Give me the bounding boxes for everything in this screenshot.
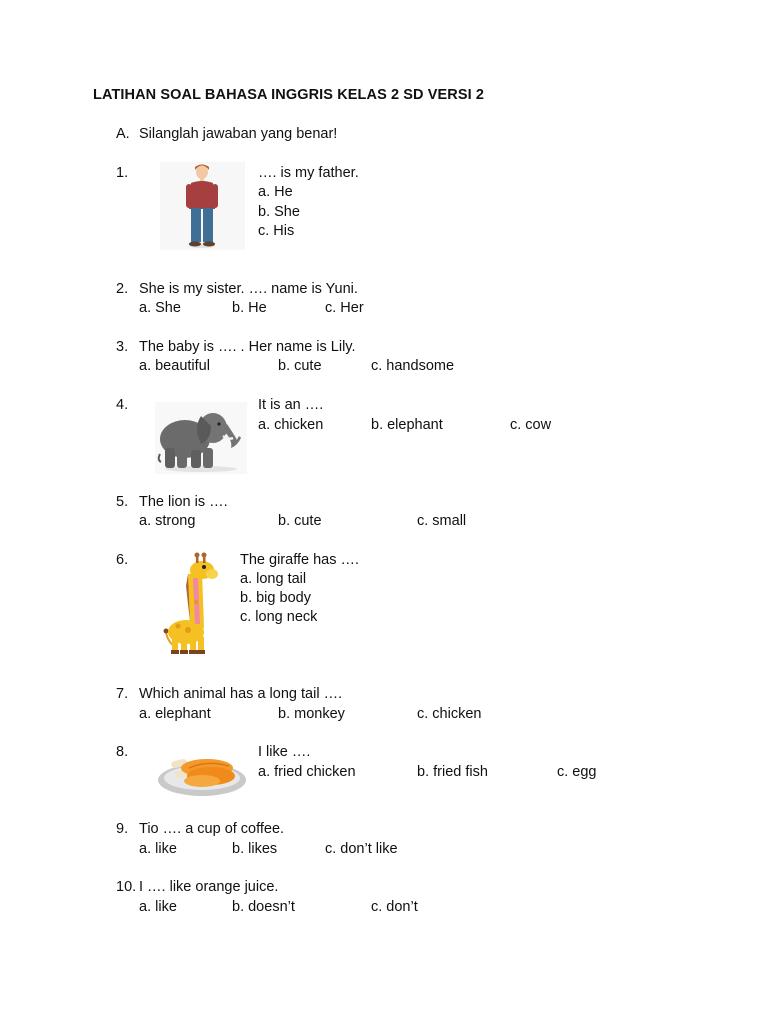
question-number: 1.	[116, 165, 129, 181]
question-number: 6.	[116, 552, 129, 568]
question-text: Which animal has a long tail ….	[139, 686, 343, 702]
section-instruction: Silanglah jawaban yang benar!	[139, 126, 338, 142]
question-text: …. is my father.	[258, 165, 359, 181]
option[interactable]: a. beautiful	[139, 358, 210, 374]
option[interactable]: c. small	[417, 513, 467, 529]
question-number: 4.	[116, 397, 129, 413]
option[interactable]: b. cute	[278, 513, 322, 529]
option[interactable]: a. fried chicken	[258, 764, 356, 780]
question-number: 3.	[116, 339, 129, 355]
option[interactable]: a. like	[139, 841, 177, 857]
option[interactable]: a. like	[139, 899, 177, 915]
option[interactable]: c. His	[258, 223, 295, 239]
question-text: It is an ….	[258, 397, 324, 413]
option[interactable]: b. cute	[278, 358, 322, 374]
option[interactable]: a. chicken	[258, 417, 324, 433]
question-number: 7.	[116, 686, 129, 702]
question-number: 9.	[116, 821, 129, 837]
question-text: Tio …. a cup of coffee.	[139, 821, 285, 837]
option[interactable]: b. likes	[232, 841, 278, 857]
question-number: 5.	[116, 494, 129, 510]
option[interactable]: c. don’t	[371, 899, 418, 915]
option[interactable]: c. Her	[325, 300, 364, 316]
option[interactable]: c. don’t like	[325, 841, 398, 857]
question-number: 10.	[116, 879, 137, 895]
question-text: I …. like orange juice.	[139, 879, 279, 895]
option[interactable]: b. big body	[240, 590, 311, 606]
question-text: The lion is ….	[139, 494, 228, 510]
option[interactable]: b. fried fish	[417, 764, 488, 780]
option[interactable]: a. elephant	[139, 706, 211, 722]
option[interactable]: c. long neck	[240, 609, 318, 625]
fried-chicken-plate-image	[157, 748, 247, 798]
option[interactable]: a. She	[139, 300, 181, 316]
option[interactable]: c. egg	[557, 764, 597, 780]
question-text: The giraffe has ….	[240, 552, 360, 568]
question-text: The baby is …. . Her name is Lily.	[139, 339, 356, 355]
option[interactable]: b. monkey	[278, 706, 345, 722]
question-number: 8.	[116, 744, 129, 760]
question-number: 2.	[116, 281, 129, 297]
elephant-image	[155, 402, 247, 474]
option[interactable]: b. elephant	[371, 417, 443, 433]
option[interactable]: c. chicken	[417, 706, 482, 722]
option[interactable]: b. She	[258, 204, 300, 220]
option[interactable]: a. He	[258, 184, 293, 200]
man-standing-image	[160, 162, 245, 250]
question-text: She is my sister. …. name is Yuni.	[139, 281, 358, 297]
option[interactable]: c. handsome	[371, 358, 455, 374]
option[interactable]: b. He	[232, 300, 267, 316]
section-letter: A.	[116, 126, 130, 142]
page-title: LATIHAN SOAL BAHASA INGGRIS KELAS 2 SD VERSI 2	[93, 87, 485, 103]
question-text: I like ….	[258, 744, 311, 760]
option[interactable]: a. strong	[139, 513, 196, 529]
giraffe-image	[160, 552, 222, 656]
option[interactable]: b. doesn’t	[232, 899, 295, 915]
option[interactable]: c. cow	[510, 417, 552, 433]
option[interactable]: a. long tail	[240, 571, 307, 587]
